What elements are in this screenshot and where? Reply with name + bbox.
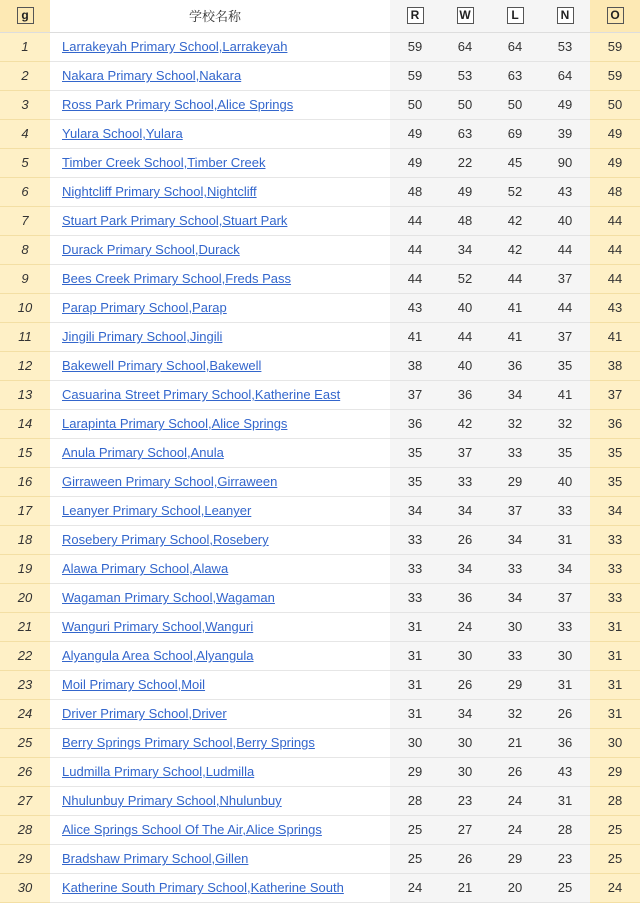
o-score-cell: 44 bbox=[590, 206, 640, 235]
school-link[interactable]: Parap Primary School,Parap bbox=[62, 300, 227, 315]
table-row bbox=[0, 873, 640, 902]
school-link[interactable]: Alice Springs School Of The Air,Alice Springs bbox=[62, 822, 322, 837]
rank-cell: 5 bbox=[0, 148, 50, 177]
table-row bbox=[0, 206, 640, 235]
table-row bbox=[0, 844, 640, 873]
r-score-cell: 29 bbox=[390, 757, 440, 786]
table-row bbox=[0, 496, 640, 525]
l-score-cell: 29 bbox=[490, 670, 540, 699]
l-score-cell: 36 bbox=[490, 351, 540, 380]
w-score-cell: 26 bbox=[440, 525, 490, 554]
school-link[interactable]: Timber Creek School,Timber Creek bbox=[62, 155, 266, 170]
school-link[interactable]: Nightcliff Primary School,Nightcliff bbox=[62, 184, 257, 199]
header-r bbox=[390, 0, 440, 32]
table-row bbox=[0, 583, 640, 612]
o-score-cell: 31 bbox=[590, 641, 640, 670]
l-score-cell: 37 bbox=[490, 496, 540, 525]
school-link[interactable]: Larrakeyah Primary School,Larrakeyah bbox=[62, 39, 288, 54]
school-name-cell bbox=[50, 496, 390, 525]
school-link[interactable]: Nakara Primary School,Nakara bbox=[62, 68, 242, 83]
rank-cell: 1 bbox=[0, 32, 50, 61]
w-score-cell: 64 bbox=[440, 32, 490, 61]
r-score-cell: 38 bbox=[390, 351, 440, 380]
school-name-cell bbox=[50, 351, 390, 380]
table-row bbox=[0, 641, 640, 670]
w-score-cell: 40 bbox=[440, 351, 490, 380]
school-link[interactable]: Durack Primary School,Durack bbox=[62, 242, 240, 257]
n-score-cell: 34 bbox=[540, 554, 590, 583]
n-score-cell: 31 bbox=[540, 525, 590, 554]
r-score-cell: 24 bbox=[390, 873, 440, 902]
school-link[interactable]: Moil Primary School,Moil bbox=[62, 677, 206, 692]
table-header bbox=[0, 0, 640, 32]
r-score-cell: 44 bbox=[390, 264, 440, 293]
r-score-cell: 31 bbox=[390, 612, 440, 641]
school-name-cell bbox=[50, 641, 390, 670]
rank-cell: 11 bbox=[0, 322, 50, 351]
r-score-cell: 48 bbox=[390, 177, 440, 206]
r-score-cell: 43 bbox=[390, 293, 440, 322]
w-score-cell: 40 bbox=[440, 293, 490, 322]
header-n-label: N bbox=[557, 7, 574, 24]
r-score-cell: 33 bbox=[390, 554, 440, 583]
n-score-cell: 36 bbox=[540, 728, 590, 757]
l-score-cell: 32 bbox=[490, 699, 540, 728]
header-r-label: R bbox=[407, 7, 424, 24]
l-score-cell: 26 bbox=[490, 757, 540, 786]
o-score-cell: 31 bbox=[590, 670, 640, 699]
table-row bbox=[0, 612, 640, 641]
header-row bbox=[0, 0, 640, 32]
rank-cell: 9 bbox=[0, 264, 50, 293]
w-score-cell: 22 bbox=[440, 148, 490, 177]
w-score-cell: 34 bbox=[440, 554, 490, 583]
school-name-cell bbox=[50, 583, 390, 612]
o-score-cell: 33 bbox=[590, 525, 640, 554]
w-score-cell: 34 bbox=[440, 699, 490, 728]
l-score-cell: 34 bbox=[490, 525, 540, 554]
school-name-cell bbox=[50, 699, 390, 728]
n-score-cell: 40 bbox=[540, 206, 590, 235]
n-score-cell: 31 bbox=[540, 670, 590, 699]
o-score-cell: 28 bbox=[590, 786, 640, 815]
o-score-cell: 48 bbox=[590, 177, 640, 206]
l-score-cell: 42 bbox=[490, 206, 540, 235]
l-score-cell: 45 bbox=[490, 148, 540, 177]
school-name-cell bbox=[50, 264, 390, 293]
n-score-cell: 30 bbox=[540, 641, 590, 670]
table-row bbox=[0, 264, 640, 293]
w-score-cell: 26 bbox=[440, 844, 490, 873]
school-link[interactable]: Larapinta Primary School,Alice Springs bbox=[62, 416, 288, 431]
l-score-cell: 24 bbox=[490, 815, 540, 844]
r-score-cell: 33 bbox=[390, 525, 440, 554]
school-name-cell bbox=[50, 322, 390, 351]
school-name-cell bbox=[50, 206, 390, 235]
table-row bbox=[0, 554, 640, 583]
w-score-cell: 34 bbox=[440, 235, 490, 264]
n-score-cell: 37 bbox=[540, 583, 590, 612]
r-score-cell: 59 bbox=[390, 32, 440, 61]
rank-cell: 16 bbox=[0, 467, 50, 496]
n-score-cell: 44 bbox=[540, 293, 590, 322]
header-n bbox=[540, 0, 590, 32]
o-score-cell: 49 bbox=[590, 119, 640, 148]
school-name-cell bbox=[50, 90, 390, 119]
rank-cell: 6 bbox=[0, 177, 50, 206]
w-score-cell: 30 bbox=[440, 641, 490, 670]
table-row bbox=[0, 351, 640, 380]
n-score-cell: 49 bbox=[540, 90, 590, 119]
o-score-cell: 49 bbox=[590, 148, 640, 177]
school-name-cell bbox=[50, 177, 390, 206]
school-link[interactable]: Bees Creek Primary School,Freds Pass bbox=[62, 271, 292, 286]
school-link[interactable]: Yulara School,Yulara bbox=[62, 126, 183, 141]
o-score-cell: 33 bbox=[590, 583, 640, 612]
rank-cell: 8 bbox=[0, 235, 50, 264]
school-name-cell bbox=[50, 844, 390, 873]
w-score-cell: 48 bbox=[440, 206, 490, 235]
rank-cell: 29 bbox=[0, 844, 50, 873]
table-row bbox=[0, 61, 640, 90]
r-score-cell: 34 bbox=[390, 496, 440, 525]
rank-cell: 28 bbox=[0, 815, 50, 844]
school-name-cell bbox=[50, 438, 390, 467]
header-rank-label: g bbox=[17, 7, 34, 24]
w-score-cell: 53 bbox=[440, 61, 490, 90]
rank-cell: 10 bbox=[0, 293, 50, 322]
school-name-cell bbox=[50, 670, 390, 699]
table-row bbox=[0, 293, 640, 322]
school-link[interactable]: Jingili Primary School,Jingili bbox=[62, 329, 223, 344]
school-link[interactable]: Bakewell Primary School,Bakewell bbox=[62, 358, 262, 373]
o-score-cell: 44 bbox=[590, 235, 640, 264]
rank-cell: 26 bbox=[0, 757, 50, 786]
w-score-cell: 49 bbox=[440, 177, 490, 206]
school-link[interactable]: Alawa Primary School,Alawa bbox=[62, 561, 229, 576]
o-score-cell: 50 bbox=[590, 90, 640, 119]
header-l bbox=[490, 0, 540, 32]
l-score-cell: 64 bbox=[490, 32, 540, 61]
l-score-cell: 30 bbox=[490, 612, 540, 641]
table-row bbox=[0, 757, 640, 786]
l-score-cell: 24 bbox=[490, 786, 540, 815]
r-score-cell: 41 bbox=[390, 322, 440, 351]
rank-cell: 25 bbox=[0, 728, 50, 757]
school-link[interactable]: Berry Springs Primary School,Berry Springs bbox=[62, 735, 315, 750]
n-score-cell: 43 bbox=[540, 757, 590, 786]
school-name-cell bbox=[50, 380, 390, 409]
w-score-cell: 30 bbox=[440, 757, 490, 786]
n-score-cell: 64 bbox=[540, 61, 590, 90]
w-score-cell: 36 bbox=[440, 583, 490, 612]
n-score-cell: 31 bbox=[540, 786, 590, 815]
w-score-cell: 30 bbox=[440, 728, 490, 757]
table-row bbox=[0, 119, 640, 148]
l-score-cell: 41 bbox=[490, 322, 540, 351]
n-score-cell: 37 bbox=[540, 322, 590, 351]
rank-cell: 15 bbox=[0, 438, 50, 467]
w-score-cell: 52 bbox=[440, 264, 490, 293]
rank-cell: 23 bbox=[0, 670, 50, 699]
w-score-cell: 34 bbox=[440, 496, 490, 525]
table-row bbox=[0, 235, 640, 264]
n-score-cell: 39 bbox=[540, 119, 590, 148]
rank-cell: 21 bbox=[0, 612, 50, 641]
w-score-cell: 50 bbox=[440, 90, 490, 119]
o-score-cell: 44 bbox=[590, 264, 640, 293]
l-score-cell: 42 bbox=[490, 235, 540, 264]
school-name-cell bbox=[50, 235, 390, 264]
school-name-cell bbox=[50, 873, 390, 902]
w-score-cell: 44 bbox=[440, 322, 490, 351]
rank-cell: 12 bbox=[0, 351, 50, 380]
o-score-cell: 33 bbox=[590, 554, 640, 583]
table-row bbox=[0, 670, 640, 699]
o-score-cell: 59 bbox=[590, 61, 640, 90]
school-name-cell bbox=[50, 728, 390, 757]
l-score-cell: 34 bbox=[490, 583, 540, 612]
l-score-cell: 44 bbox=[490, 264, 540, 293]
school-link[interactable]: Wagaman Primary School,Wagaman bbox=[62, 590, 275, 605]
w-score-cell: 37 bbox=[440, 438, 490, 467]
w-score-cell: 36 bbox=[440, 380, 490, 409]
r-score-cell: 25 bbox=[390, 844, 440, 873]
school-name-cell bbox=[50, 815, 390, 844]
l-score-cell: 21 bbox=[490, 728, 540, 757]
w-score-cell: 21 bbox=[440, 873, 490, 902]
w-score-cell: 24 bbox=[440, 612, 490, 641]
school-name-cell bbox=[50, 786, 390, 815]
r-score-cell: 35 bbox=[390, 467, 440, 496]
school-name-cell bbox=[50, 32, 390, 61]
rank-cell: 7 bbox=[0, 206, 50, 235]
school-link[interactable]: Girraween Primary School,Girraween bbox=[62, 474, 278, 489]
table-row bbox=[0, 699, 640, 728]
l-score-cell: 69 bbox=[490, 119, 540, 148]
l-score-cell: 41 bbox=[490, 293, 540, 322]
rank-cell: 20 bbox=[0, 583, 50, 612]
w-score-cell: 42 bbox=[440, 409, 490, 438]
r-score-cell: 37 bbox=[390, 380, 440, 409]
school-link[interactable]: Anula Primary School,Anula bbox=[62, 445, 224, 460]
table-row bbox=[0, 786, 640, 815]
school-name-cell bbox=[50, 119, 390, 148]
n-score-cell: 44 bbox=[540, 235, 590, 264]
o-score-cell: 25 bbox=[590, 844, 640, 873]
o-score-cell: 25 bbox=[590, 815, 640, 844]
n-score-cell: 33 bbox=[540, 496, 590, 525]
r-score-cell: 49 bbox=[390, 119, 440, 148]
rank-cell: 19 bbox=[0, 554, 50, 583]
o-score-cell: 43 bbox=[590, 293, 640, 322]
rank-cell: 24 bbox=[0, 699, 50, 728]
r-score-cell: 31 bbox=[390, 641, 440, 670]
o-score-cell: 30 bbox=[590, 728, 640, 757]
l-score-cell: 33 bbox=[490, 641, 540, 670]
n-score-cell: 43 bbox=[540, 177, 590, 206]
school-link[interactable]: Bradshaw Primary School,Gillen bbox=[62, 851, 249, 866]
r-score-cell: 59 bbox=[390, 61, 440, 90]
table-row bbox=[0, 148, 640, 177]
o-score-cell: 31 bbox=[590, 699, 640, 728]
table-row bbox=[0, 728, 640, 757]
table-row bbox=[0, 525, 640, 554]
school-link[interactable]: Casuarina Street Primary School,Katherine East bbox=[62, 387, 341, 402]
l-score-cell: 50 bbox=[490, 90, 540, 119]
rank-cell: 14 bbox=[0, 409, 50, 438]
n-score-cell: 25 bbox=[540, 873, 590, 902]
n-score-cell: 35 bbox=[540, 438, 590, 467]
school-name-cell bbox=[50, 467, 390, 496]
school-link[interactable]: Ross Park Primary School,Alice Springs bbox=[62, 97, 294, 112]
n-score-cell: 41 bbox=[540, 380, 590, 409]
l-score-cell: 20 bbox=[490, 873, 540, 902]
n-score-cell: 37 bbox=[540, 264, 590, 293]
r-score-cell: 49 bbox=[390, 148, 440, 177]
r-score-cell: 50 bbox=[390, 90, 440, 119]
n-score-cell: 28 bbox=[540, 815, 590, 844]
o-score-cell: 38 bbox=[590, 351, 640, 380]
header-rank bbox=[0, 0, 50, 32]
n-score-cell: 32 bbox=[540, 409, 590, 438]
w-score-cell: 27 bbox=[440, 815, 490, 844]
school-link[interactable]: Stuart Park Primary School,Stuart Park bbox=[62, 213, 288, 228]
o-score-cell: 29 bbox=[590, 757, 640, 786]
school-link[interactable]: Leanyer Primary School,Leanyer bbox=[62, 503, 252, 518]
r-score-cell: 36 bbox=[390, 409, 440, 438]
school-name-cell bbox=[50, 293, 390, 322]
rank-cell: 27 bbox=[0, 786, 50, 815]
table-row bbox=[0, 90, 640, 119]
table-row bbox=[0, 815, 640, 844]
rank-cell: 17 bbox=[0, 496, 50, 525]
school-name-cell bbox=[50, 757, 390, 786]
l-score-cell: 29 bbox=[490, 844, 540, 873]
r-score-cell: 31 bbox=[390, 699, 440, 728]
table-row bbox=[0, 322, 640, 351]
rank-cell: 22 bbox=[0, 641, 50, 670]
n-score-cell: 53 bbox=[540, 32, 590, 61]
rank-cell: 2 bbox=[0, 61, 50, 90]
rank-cell: 18 bbox=[0, 525, 50, 554]
l-score-cell: 63 bbox=[490, 61, 540, 90]
header-w-label: W bbox=[457, 7, 474, 24]
o-score-cell: 36 bbox=[590, 409, 640, 438]
r-score-cell: 30 bbox=[390, 728, 440, 757]
o-score-cell: 37 bbox=[590, 380, 640, 409]
header-l-label: L bbox=[507, 7, 524, 24]
school-link[interactable]: Rosebery Primary School,Rosebery bbox=[62, 532, 269, 547]
r-score-cell: 44 bbox=[390, 235, 440, 264]
rank-cell: 13 bbox=[0, 380, 50, 409]
r-score-cell: 31 bbox=[390, 670, 440, 699]
o-score-cell: 35 bbox=[590, 467, 640, 496]
school-link[interactable]: Driver Primary School,Driver bbox=[62, 706, 227, 721]
school-name-cell bbox=[50, 612, 390, 641]
rank-cell: 4 bbox=[0, 119, 50, 148]
table-body bbox=[0, 32, 640, 902]
table-row bbox=[0, 32, 640, 61]
school-link[interactable]: Nhulunbuy Primary School,Nhulunbuy bbox=[62, 793, 282, 808]
school-name-cell bbox=[50, 61, 390, 90]
n-score-cell: 26 bbox=[540, 699, 590, 728]
o-score-cell: 59 bbox=[590, 32, 640, 61]
o-score-cell: 31 bbox=[590, 612, 640, 641]
l-score-cell: 34 bbox=[490, 380, 540, 409]
school-name-cell bbox=[50, 409, 390, 438]
r-score-cell: 28 bbox=[390, 786, 440, 815]
header-w bbox=[440, 0, 490, 32]
table-row bbox=[0, 177, 640, 206]
school-name-cell bbox=[50, 554, 390, 583]
header-o-label: O bbox=[607, 7, 624, 24]
o-score-cell: 35 bbox=[590, 438, 640, 467]
school-link[interactable]: Wanguri Primary School,Wanguri bbox=[62, 619, 254, 634]
l-score-cell: 32 bbox=[490, 409, 540, 438]
table-row bbox=[0, 380, 640, 409]
l-score-cell: 33 bbox=[490, 438, 540, 467]
l-score-cell: 29 bbox=[490, 467, 540, 496]
w-score-cell: 26 bbox=[440, 670, 490, 699]
rank-cell: 3 bbox=[0, 90, 50, 119]
n-score-cell: 35 bbox=[540, 351, 590, 380]
l-score-cell: 52 bbox=[490, 177, 540, 206]
rank-cell: 30 bbox=[0, 873, 50, 902]
o-score-cell: 34 bbox=[590, 496, 640, 525]
w-score-cell: 23 bbox=[440, 786, 490, 815]
table-row bbox=[0, 409, 640, 438]
o-score-cell: 41 bbox=[590, 322, 640, 351]
r-score-cell: 33 bbox=[390, 583, 440, 612]
r-score-cell: 35 bbox=[390, 438, 440, 467]
o-score-cell: 24 bbox=[590, 873, 640, 902]
header-school-name: 学校名称 bbox=[50, 0, 390, 32]
r-score-cell: 25 bbox=[390, 815, 440, 844]
n-score-cell: 23 bbox=[540, 844, 590, 873]
school-link[interactable]: Alyangula Area School,Alyangula bbox=[62, 648, 254, 663]
l-score-cell: 33 bbox=[490, 554, 540, 583]
school-name-cell bbox=[50, 148, 390, 177]
school-name-cell bbox=[50, 525, 390, 554]
w-score-cell: 63 bbox=[440, 119, 490, 148]
table-row bbox=[0, 467, 640, 496]
r-score-cell: 44 bbox=[390, 206, 440, 235]
n-score-cell: 40 bbox=[540, 467, 590, 496]
table-row bbox=[0, 438, 640, 467]
n-score-cell: 90 bbox=[540, 148, 590, 177]
header-o bbox=[590, 0, 640, 32]
w-score-cell: 33 bbox=[440, 467, 490, 496]
school-link[interactable]: Katherine South Primary School,Katherine South bbox=[62, 880, 344, 895]
school-link[interactable]: Ludmilla Primary School,Ludmilla bbox=[62, 764, 255, 779]
n-score-cell: 33 bbox=[540, 612, 590, 641]
